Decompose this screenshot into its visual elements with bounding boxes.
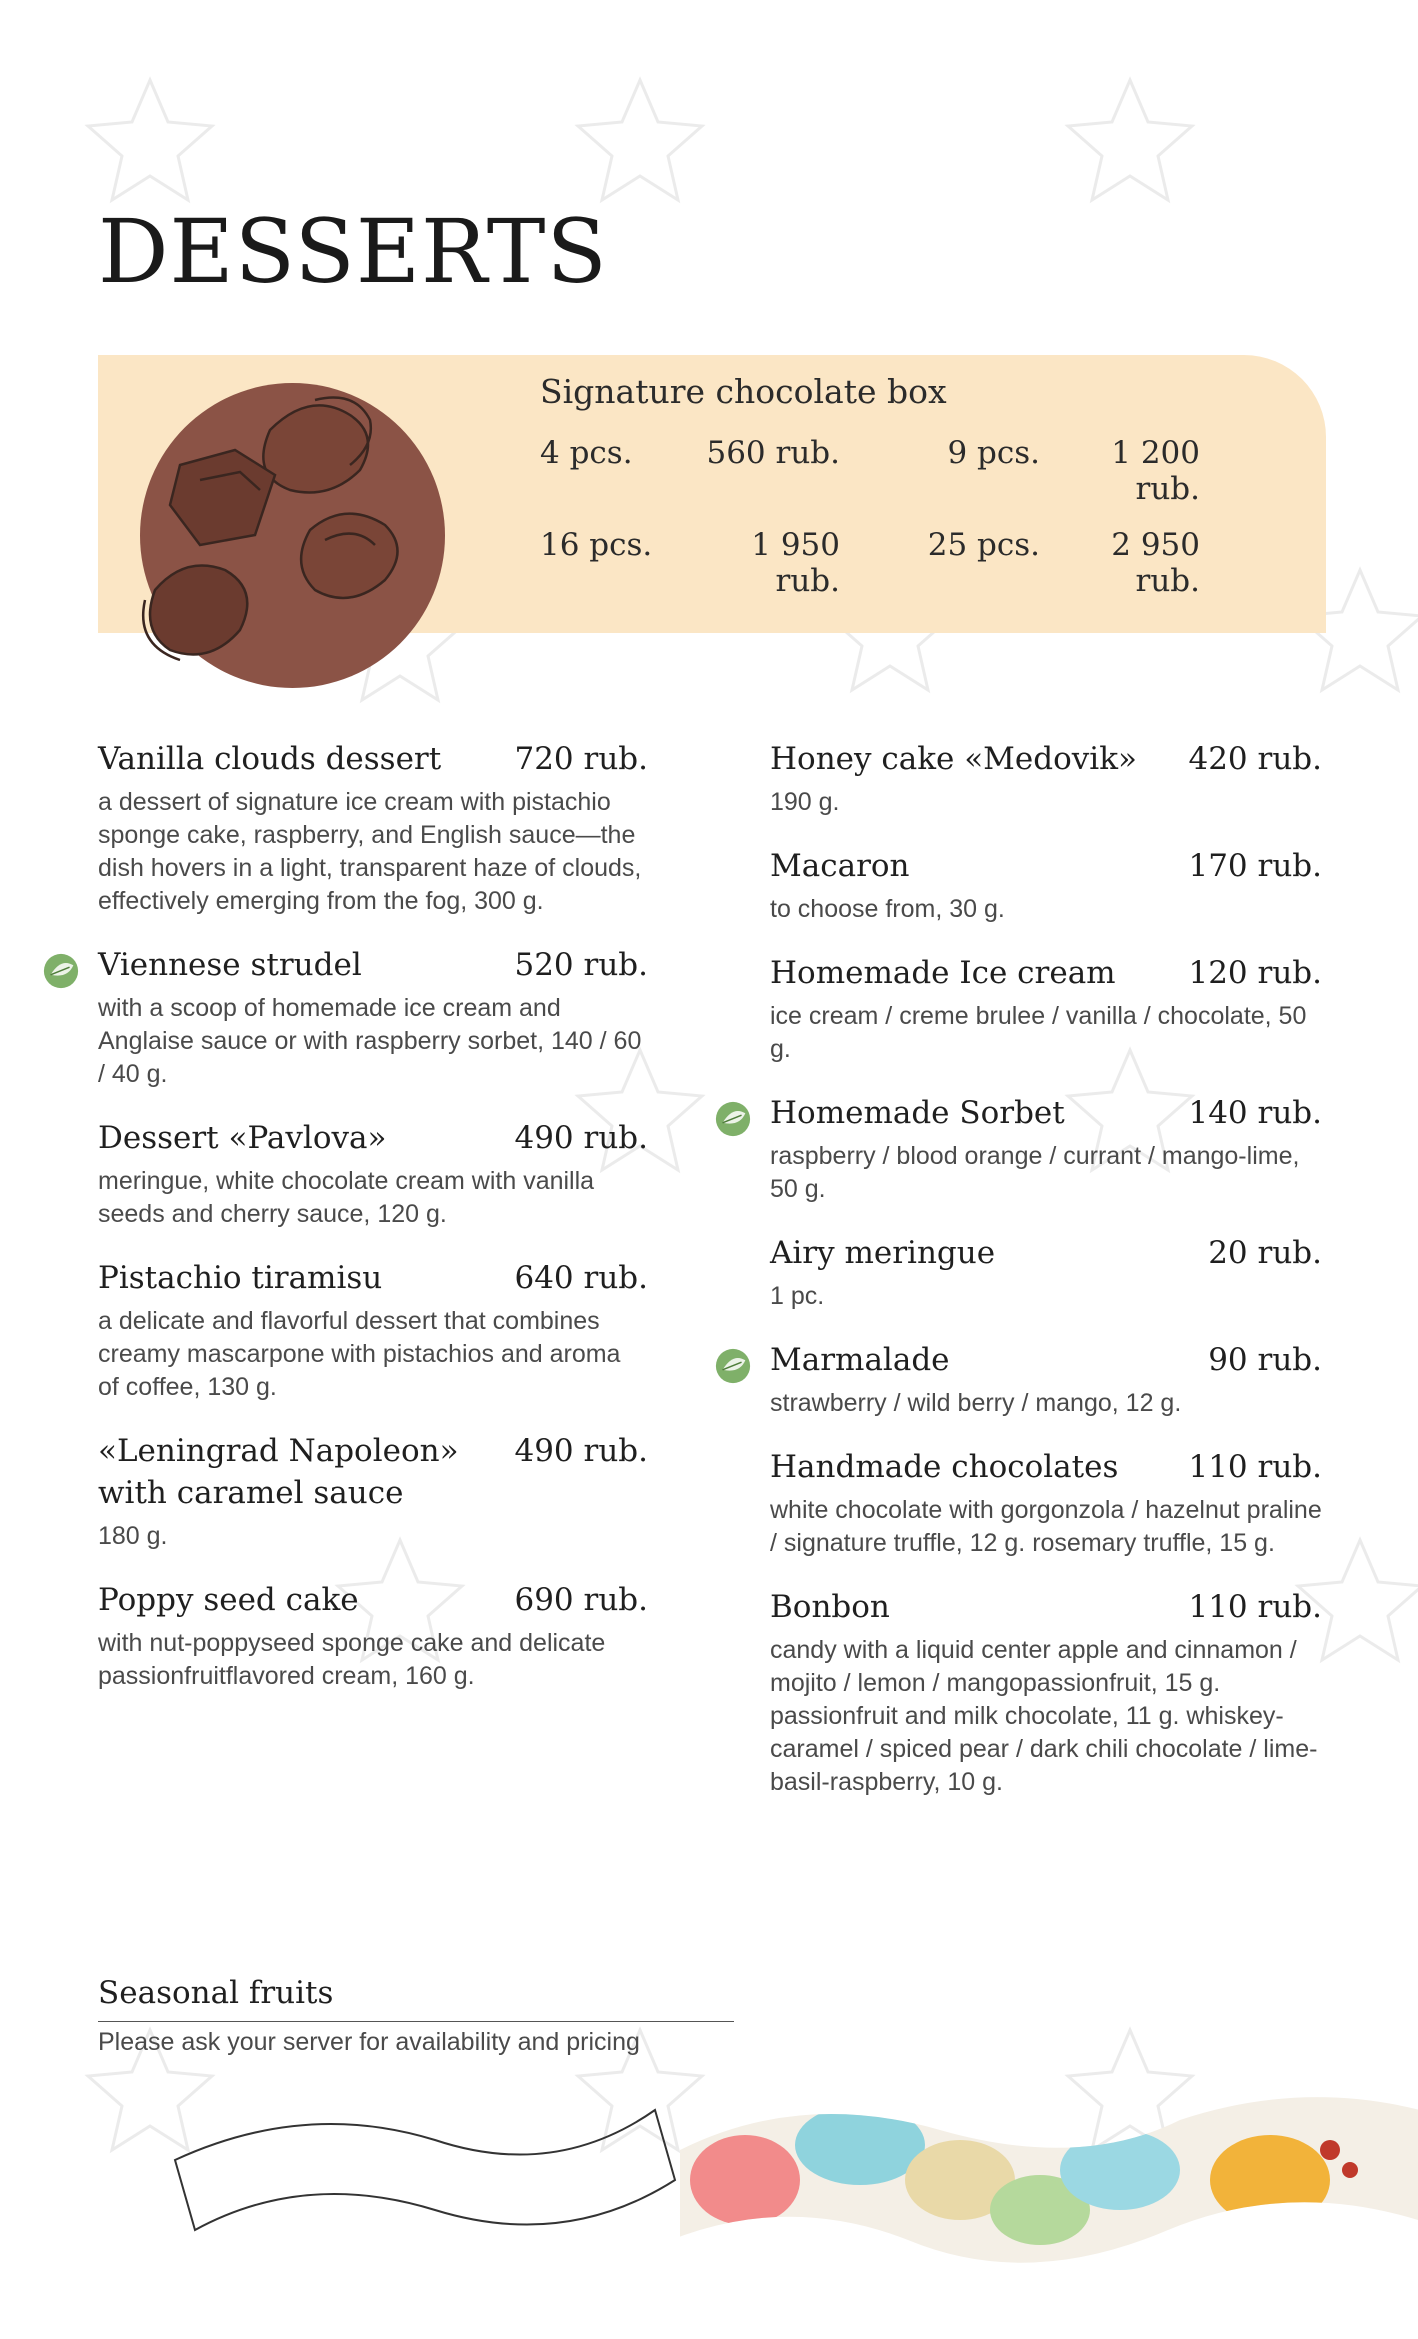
item-description: candy with a liquid center apple and cinnamon / mojito / lemon / mangopassionfruit, 15 g. passionfruit and milk chocolate, 11 g. whiskey-caramel / spiced pear / dark chili chocolate / lime-basil-raspberry, 10 g. bbox=[770, 1636, 1318, 1796]
item-description: 180 g. bbox=[98, 1522, 168, 1550]
vegetarian-leaf-icon bbox=[714, 1100, 752, 1138]
menu-item bbox=[770, 1092, 1322, 1206]
item-description: 1 pc. bbox=[770, 1282, 825, 1310]
chocolates-illustration bbox=[140, 370, 460, 690]
divider bbox=[98, 2021, 734, 2022]
item-description: raspberry / blood orange / currant / mango-lime, 50 g. bbox=[770, 1142, 1300, 1203]
right-menu-column bbox=[770, 738, 1322, 1825]
item-price: 20 rub. bbox=[1208, 1235, 1322, 1271]
item-price: 520 rub. bbox=[514, 947, 648, 983]
item-name: Macaron bbox=[770, 848, 910, 884]
seasonal-title: Seasonal fruits bbox=[98, 1975, 334, 2011]
menu-item bbox=[770, 738, 1322, 819]
item-price: 170 rub. bbox=[1188, 848, 1322, 884]
menu-item bbox=[770, 1586, 1322, 1799]
item-description: a dessert of signature ice cream with pistachio sponge cake, raspberry, and English sauce—the dish hovers in a light, transparent haze of clouds, effectively emerging from the fog, 300 g. bbox=[98, 788, 642, 915]
item-price: 140 rub. bbox=[1188, 1095, 1322, 1131]
item-description: with nut-poppyseed sponge cake and delicate passionfruitflavored cream, 160 g. bbox=[98, 1629, 606, 1690]
box-qty: 9 pcs. bbox=[947, 435, 1040, 471]
item-name: Viennese strudel bbox=[98, 947, 362, 983]
left-menu-column bbox=[98, 738, 648, 1719]
menu-item bbox=[770, 1446, 1322, 1560]
dessert-photo-ribbon bbox=[0, 2070, 1418, 2339]
item-description: to choose from, 30 g. bbox=[770, 895, 1005, 923]
item-name: Homemade Sorbet bbox=[770, 1095, 1065, 1131]
vegetarian-leaf-icon bbox=[42, 952, 80, 990]
seasonal-note: Please ask your server for availability and pricing bbox=[98, 2028, 640, 2056]
box-qty: 16 pcs. bbox=[540, 527, 653, 563]
seasonal-fruits-section bbox=[98, 1975, 734, 2057]
menu-item bbox=[770, 1339, 1322, 1420]
box-price: 1 200 rub. bbox=[1111, 435, 1200, 507]
item-price: 490 rub. bbox=[514, 1433, 648, 1469]
item-price: 690 rub. bbox=[514, 1582, 648, 1618]
item-name: Bonbon bbox=[770, 1589, 890, 1625]
box-qty: 4 pcs. bbox=[540, 435, 633, 471]
item-price: 90 rub. bbox=[1208, 1342, 1322, 1378]
page-title: DESSERTS bbox=[98, 200, 608, 303]
menu-item bbox=[98, 1579, 648, 1693]
item-price: 720 rub. bbox=[514, 741, 648, 777]
menu-item bbox=[770, 845, 1322, 926]
item-name: Poppy seed cake bbox=[98, 1582, 359, 1618]
box-qty: 25 pcs. bbox=[927, 527, 1040, 563]
item-price: 110 rub. bbox=[1188, 1589, 1322, 1625]
box-price: 560 rub. bbox=[706, 435, 840, 471]
item-description: a delicate and flavorful dessert that combines creamy mascarpone with pistachios and aroma of coffee, 130 g. bbox=[98, 1307, 621, 1401]
box-price: 1 950 rub. bbox=[751, 527, 840, 599]
menu-item bbox=[98, 1257, 648, 1404]
item-name: Dessert «Pavlova» bbox=[98, 1120, 387, 1156]
item-price: 640 rub. bbox=[514, 1260, 648, 1296]
vegetarian-leaf-icon bbox=[714, 1347, 752, 1385]
item-description: white chocolate with gorgonzola / hazelnut praline / signature truffle, 12 g. rosemary truffle, 15 g. bbox=[770, 1496, 1322, 1557]
item-description: 190 g. bbox=[770, 788, 840, 816]
item-description: ice cream / creme brulee / vanilla / chocolate, 50 g. bbox=[770, 1002, 1307, 1063]
signature-box-title: Signature chocolate box bbox=[540, 372, 947, 411]
menu-item bbox=[98, 1117, 648, 1231]
menu-item bbox=[770, 952, 1322, 1066]
item-name: Honey cake «Medovik» bbox=[770, 741, 1137, 777]
signature-box-prices bbox=[540, 435, 1280, 599]
item-description: meringue, white chocolate cream with vanilla seeds and cherry sauce, 120 g. bbox=[98, 1167, 595, 1228]
menu-item bbox=[98, 944, 648, 1091]
item-name: Marmalade bbox=[770, 1342, 950, 1378]
item-price: 120 rub. bbox=[1188, 955, 1322, 991]
item-name: Airy meringue bbox=[770, 1235, 996, 1271]
item-description: with a scoop of homemade ice cream and Anglaise sauce or with raspberry sorbet, 140 / 60 / 40 g. bbox=[98, 994, 642, 1088]
item-name: «Leningrad Napoleon» with caramel sauce bbox=[98, 1433, 459, 1511]
item-price: 420 rub. bbox=[1188, 741, 1322, 777]
item-name: Vanilla clouds dessert bbox=[98, 741, 442, 777]
item-price: 490 rub. bbox=[514, 1120, 648, 1156]
box-price: 2 950 rub. bbox=[1111, 527, 1200, 599]
menu-item bbox=[770, 1232, 1322, 1313]
item-name: Pistachio tiramisu bbox=[98, 1260, 383, 1296]
item-price: 110 rub. bbox=[1188, 1449, 1322, 1485]
item-name: Homemade Ice cream bbox=[770, 955, 1116, 991]
item-name: Handmade chocolates bbox=[770, 1449, 1119, 1485]
menu-item bbox=[98, 738, 648, 918]
item-description: strawberry / wild berry / mango, 12 g. bbox=[770, 1389, 1182, 1417]
menu-item bbox=[98, 1430, 648, 1553]
